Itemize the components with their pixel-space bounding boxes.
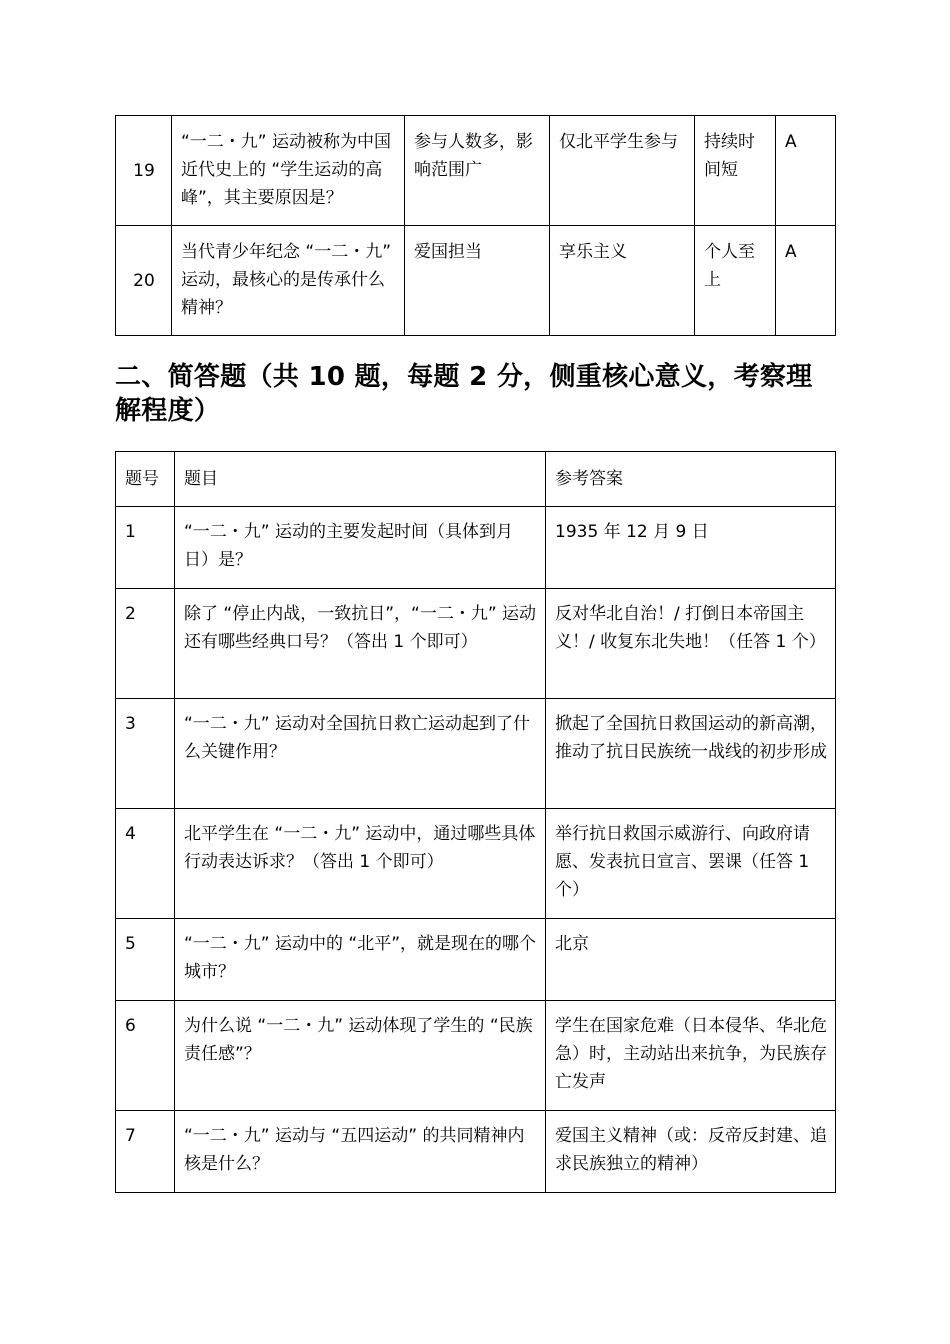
mcq-table	[115, 115, 836, 336]
header-num: 题号	[116, 452, 175, 507]
answer-text: 1935 年 12 月 9 日	[546, 507, 836, 589]
question-number: 6	[116, 1001, 175, 1111]
question-text: “一二・九” 运动与 “五四运动” 的共同精神内核是什么？	[175, 1111, 546, 1193]
answer-text: 举行抗日救国示威游行、向政府请愿、发表抗日宣言、罢课（任答 1 个）	[546, 809, 836, 919]
table-row	[116, 699, 836, 809]
question-text: “一二・九” 运动的主要发起时间（具体到月日）是？	[175, 507, 546, 589]
short-answer-table	[115, 451, 836, 1193]
question-text: 当代青少年纪念 “一二・九” 运动，最核心的是传承什么精神？	[172, 226, 405, 336]
header-question: 题目	[175, 452, 546, 507]
option-a: 参与人数多，影响范围广	[405, 116, 550, 226]
table-row	[116, 1111, 836, 1193]
table-row	[116, 507, 836, 589]
table-row	[116, 1001, 836, 1111]
question-number: 3	[116, 699, 175, 809]
question-number: 2	[116, 589, 175, 699]
question-text: “一二・九” 运动中的 “北平”，就是现在的哪个城市？	[175, 919, 546, 1001]
question-number: 19	[116, 116, 172, 226]
answer-text: 爱国主义精神（或：反帝反封建、追求民族独立的精神）	[546, 1111, 836, 1193]
option-a: 爱国担当	[405, 226, 550, 336]
question-number: 4	[116, 809, 175, 919]
section-heading: 二、简答题（共 10 题，每题 2 分，侧重核心意义，考察理解程度）	[115, 362, 813, 426]
question-number: 5	[116, 919, 175, 1001]
option-c: 持续时间短	[695, 116, 776, 226]
table-row	[116, 226, 836, 336]
question-text: 为什么说 “一二・九” 运动体现了学生的 “民族责任感”？	[175, 1001, 546, 1111]
answer-text: 北京	[546, 919, 836, 1001]
answer-cell: A	[776, 116, 836, 226]
table-row	[116, 589, 836, 699]
question-number: 7	[116, 1111, 175, 1193]
answer-text: 掀起了全国抗日救国运动的新高潮，推动了抗日民族统一战线的初步形成	[546, 699, 836, 809]
answer-text: 反对华北自治！/ 打倒日本帝国主义！/ 收复东北失地！（任答 1 个）	[546, 589, 836, 699]
option-b: 享乐主义	[550, 226, 695, 336]
table-row	[116, 919, 836, 1001]
question-number: 1	[116, 507, 175, 589]
question-number: 20	[116, 226, 172, 336]
answer-text: 学生在国家危难（日本侵华、华北危急）时，主动站出来抗争，为民族存亡发声	[546, 1001, 836, 1111]
question-text: 除了 “停止内战，一致抗日”，“一二・九” 运动还有哪些经典口号？（答出 1 个即可）	[175, 589, 546, 699]
option-c: 个人至上	[695, 226, 776, 336]
table-row	[116, 809, 836, 919]
question-text: “一二・九” 运动对全国抗日救亡运动起到了什么关键作用？	[175, 699, 546, 809]
option-b: 仅北平学生参与	[550, 116, 695, 226]
question-text: 北平学生在 “一二・九” 运动中，通过哪些具体行动表达诉求？（答出 1 个即可）	[175, 809, 546, 919]
table-row	[116, 116, 836, 226]
answer-cell: A	[776, 226, 836, 336]
question-text: “一二・九” 运动被称为中国近代史上的 “学生运动的高峰”，其主要原因是？	[172, 116, 405, 226]
header-answer: 参考答案	[546, 452, 836, 507]
table-header-row	[116, 452, 836, 507]
